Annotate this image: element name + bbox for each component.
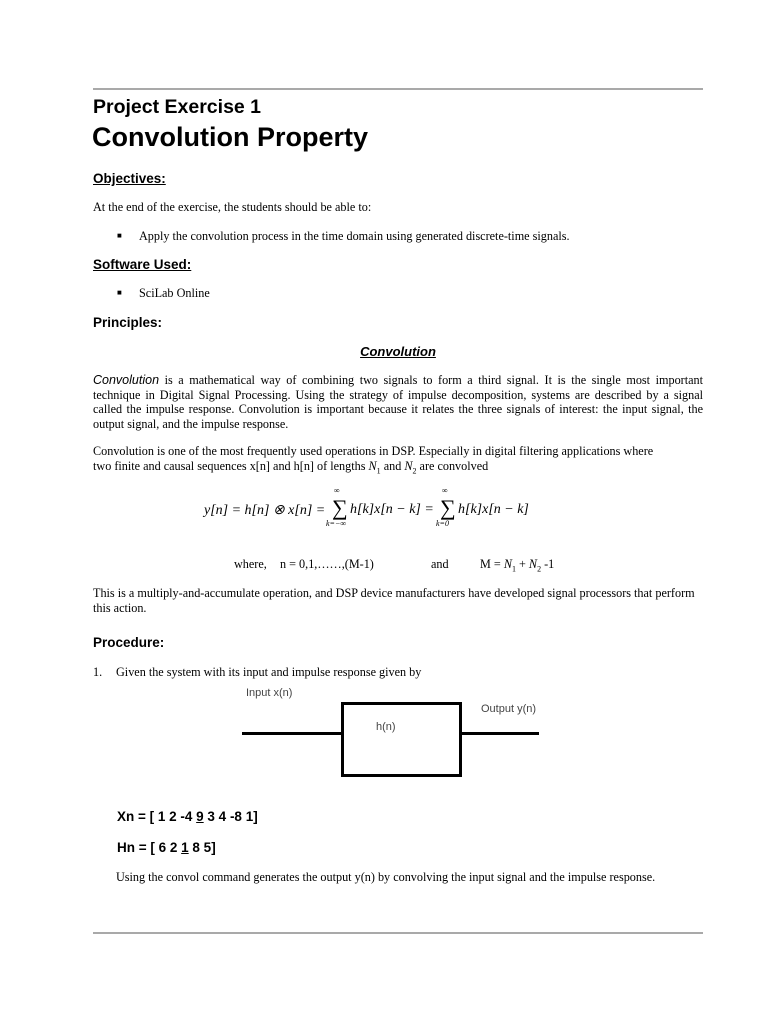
paragraph-2-line-2-a: two finite and causal sequences x[n] and h[n] of lengths — [93, 458, 369, 473]
bullet-icon: ■ — [117, 231, 122, 240]
system-block — [341, 702, 462, 777]
xn-sequence-a: Xn = [ 1 2 -4 — [117, 809, 197, 824]
software-item: SciLab Online — [139, 286, 210, 300]
sum-2-lower-limit: k=0 — [436, 519, 449, 528]
convolution-term: Convolution — [93, 373, 160, 387]
objectives-intro: At the end of the exercise, the students should be able to: — [93, 200, 372, 214]
m-n2-subscript: 2 — [537, 564, 542, 574]
principles-heading: Principles: — [93, 315, 163, 330]
n1-subscript: 1 — [376, 465, 381, 475]
step-1-text: Given the system with its input and impulse response given by — [116, 665, 422, 679]
sum-1-sigma: ∑ — [332, 495, 348, 520]
xn-sequence-b: 3 4 -8 1] — [203, 809, 258, 824]
software-heading: Software Used: — [93, 257, 192, 272]
m-n1-symbol: N — [503, 557, 512, 571]
hn-sequence-b: 8 5] — [188, 840, 216, 855]
sum-1-lower-limit: k=−∞ — [326, 519, 347, 528]
m-n1-subscript: 1 — [511, 564, 516, 574]
convolution-subheading — [0, 344, 768, 359]
input-label: Input x(n) — [246, 687, 293, 699]
n2-subscript: 2 — [412, 465, 417, 475]
sum-2-upper-limit: ∞ — [442, 486, 448, 495]
where-label: where, — [234, 557, 267, 571]
output-line — [462, 732, 539, 735]
convolution-subheading-text: Convolution — [360, 344, 436, 359]
procedure-heading: Procedure: — [93, 635, 165, 650]
system-block-label: h(n) — [376, 721, 396, 733]
sum-1-upper-limit: ∞ — [334, 486, 340, 495]
paragraph-2-and: and — [380, 458, 405, 473]
equation-lhs: y[n] = h[n] ⊗ x[n] = — [204, 503, 326, 518]
where-and: and — [431, 557, 449, 571]
where-m-formula — [480, 557, 554, 577]
n2-symbol: N — [404, 458, 413, 473]
paragraph-2-line-1: Convolution is one of the most frequently used operations in DSP. Especially in digital filtering applications where — [93, 444, 654, 458]
m-n2-symbol: N — [528, 557, 538, 571]
exercise-subtitle: Project Exercise 1 — [93, 96, 262, 118]
where-m-end: -1 — [541, 557, 555, 571]
principles-paragraph-1 — [93, 373, 703, 431]
sum-2-term: h[k]x[n − k] — [458, 502, 529, 517]
step-1-number: 1. — [93, 665, 103, 679]
where-m-a: M = — [480, 557, 504, 571]
where-m-plus: + — [515, 557, 529, 571]
hn-sequence — [117, 840, 216, 855]
objective-item: Apply the convolution process in the time domain using generated discrete-time signals. — [139, 229, 570, 243]
output-label: Output y(n) — [481, 703, 537, 715]
sum-2-sigma: ∑ — [440, 495, 456, 520]
xn-origin-sample: 9 — [196, 809, 204, 824]
convol-note: Using the convol command generates the output y(n) by convolving the input signal and the impulse response. — [116, 870, 656, 884]
top-rule — [93, 88, 703, 90]
principles-paragraph-3: This is a multiply-and-accumulate operation, and DSP device manufacturers have developed signal processors that perform this action. — [93, 586, 695, 615]
hn-origin-sample: 1 — [181, 840, 189, 855]
n1-symbol: N — [368, 458, 377, 473]
bullet-icon: ■ — [117, 288, 122, 297]
objectives-heading: Objectives: — [93, 171, 166, 186]
where-range: n = 0,1,……,(M-1) — [280, 557, 374, 571]
principles-paragraph-2 — [93, 444, 713, 478]
page-title: Convolution Property — [92, 122, 368, 152]
convolution-equation — [204, 486, 544, 526]
hn-sequence-a: Hn = [ 6 2 — [117, 840, 182, 855]
paragraph-1-text: is a mathematical way of combining two signals to form a third signal. It is the single most important technique in Digital Signal Processing. Using the strategy of impulse decomposition, systems are described by a signal called the impulse response. Convolution is important because it relates the three signals of interest: the input signal, the output signal, and the impulse response. — [93, 373, 703, 431]
sum-1-term: h[k]x[n − k] = — [350, 502, 434, 517]
xn-sequence — [117, 809, 258, 824]
input-line — [242, 732, 343, 735]
bottom-rule — [93, 932, 703, 934]
system-block-diagram — [240, 686, 545, 782]
paragraph-2-end: are convolved — [416, 458, 489, 473]
paragraph-2-line-2 — [93, 459, 713, 479]
